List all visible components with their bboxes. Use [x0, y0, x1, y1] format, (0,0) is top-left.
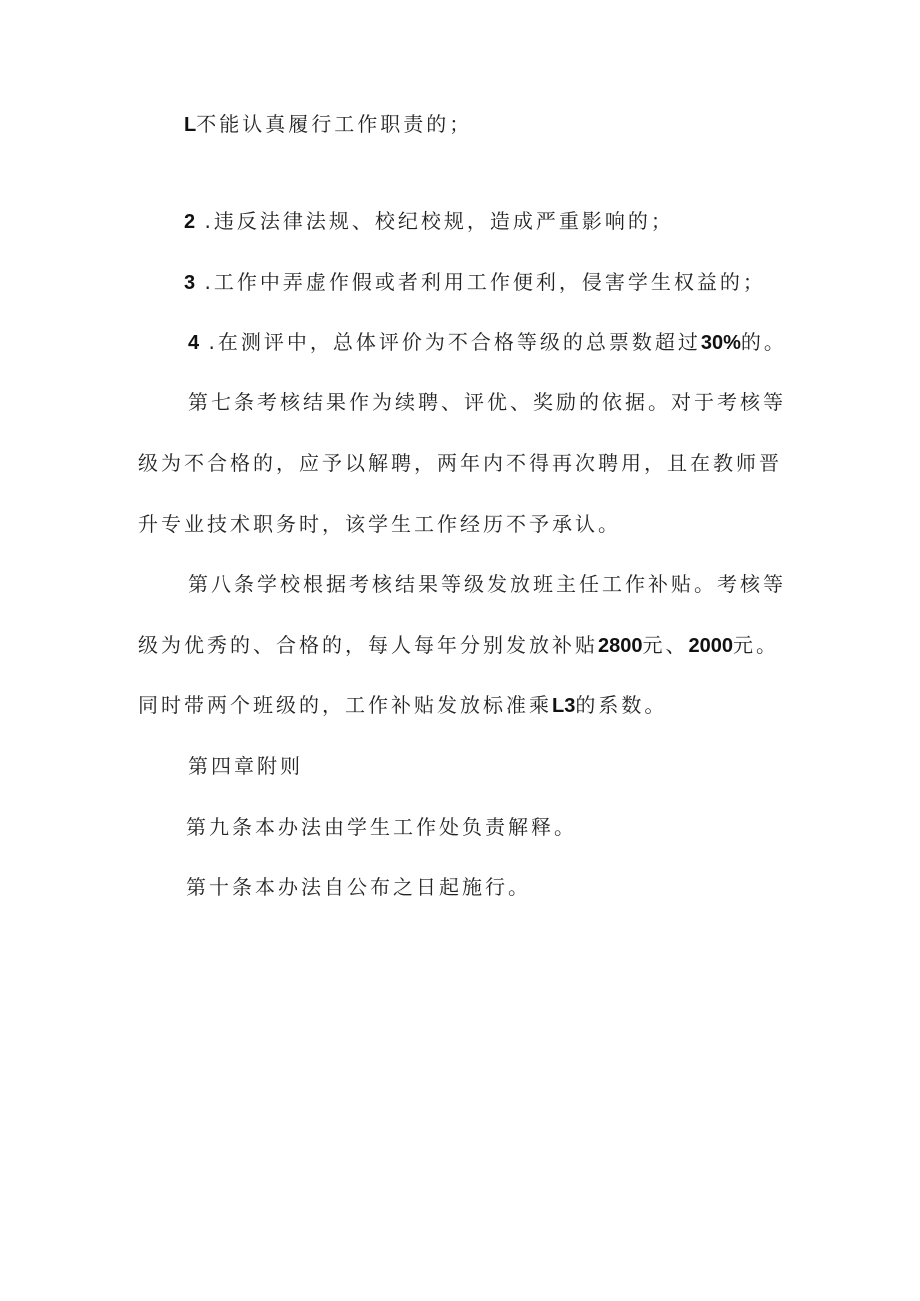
- article-8-text: 同时带两个班级的，工作补贴发放标准乘: [138, 693, 552, 717]
- list-item-3: [184, 268, 766, 297]
- article-7-line-1: 第七条考核结果作为续聘、评优、奖励的依据。对于考核等: [188, 390, 786, 414]
- article-8-text: 的系数。: [575, 693, 668, 717]
- article-8-text: 元。: [733, 633, 779, 657]
- article-8-line-1: 第八条学校根据考核结果等级发放班主任工作补贴。考核等: [188, 572, 786, 596]
- article-7-line-2: 级为不合格的，应予以解聘，两年内不得再次聘用，且在教师晋: [138, 451, 782, 475]
- article-8-line-2: [138, 631, 779, 660]
- subsidy-amount-excellent: 2800: [598, 635, 643, 657]
- item-text: 工作中弄虚作假或者利用工作便利，侵害学生权益的；: [213, 270, 766, 294]
- item-separator: .: [208, 330, 218, 354]
- coefficient-value: L3: [552, 695, 576, 717]
- percentage-value: 30%: [700, 332, 741, 354]
- article-9: 第九条本办法由学生工作处负责解释。: [186, 815, 577, 839]
- list-item-1: [184, 110, 472, 139]
- article-8-line-3: [138, 691, 667, 720]
- subsidy-amount-qualified: 2000: [688, 635, 733, 657]
- article-8-text: 元、: [642, 633, 689, 657]
- item-separator: .: [204, 209, 214, 233]
- chapter-heading: 第四章附则: [188, 754, 303, 778]
- item-number: 3: [184, 272, 196, 294]
- item-number: 2: [184, 211, 196, 233]
- item-separator: .: [204, 270, 214, 294]
- item-text: 不能认真履行工作职责的；: [196, 112, 473, 136]
- item-number: L: [184, 114, 197, 136]
- article-7-line-3: 升专业技术职务时，该学生工作经历不予承认。: [138, 512, 621, 536]
- item-number: 4: [188, 332, 200, 354]
- item-text-end: 的。: [740, 330, 787, 354]
- list-item-2: [184, 207, 674, 236]
- item-text: 违反法律法规、校纪校规，造成严重影响的；: [213, 209, 674, 233]
- article-8-text: 级为优秀的、合格的，每人每年分别发放补贴: [138, 633, 598, 657]
- article-10: 第十条本办法自公布之日起施行。: [186, 875, 531, 899]
- item-text: 在测评中，总体评价为不合格等级的总票数超过: [217, 330, 701, 354]
- list-item-4: [188, 328, 787, 357]
